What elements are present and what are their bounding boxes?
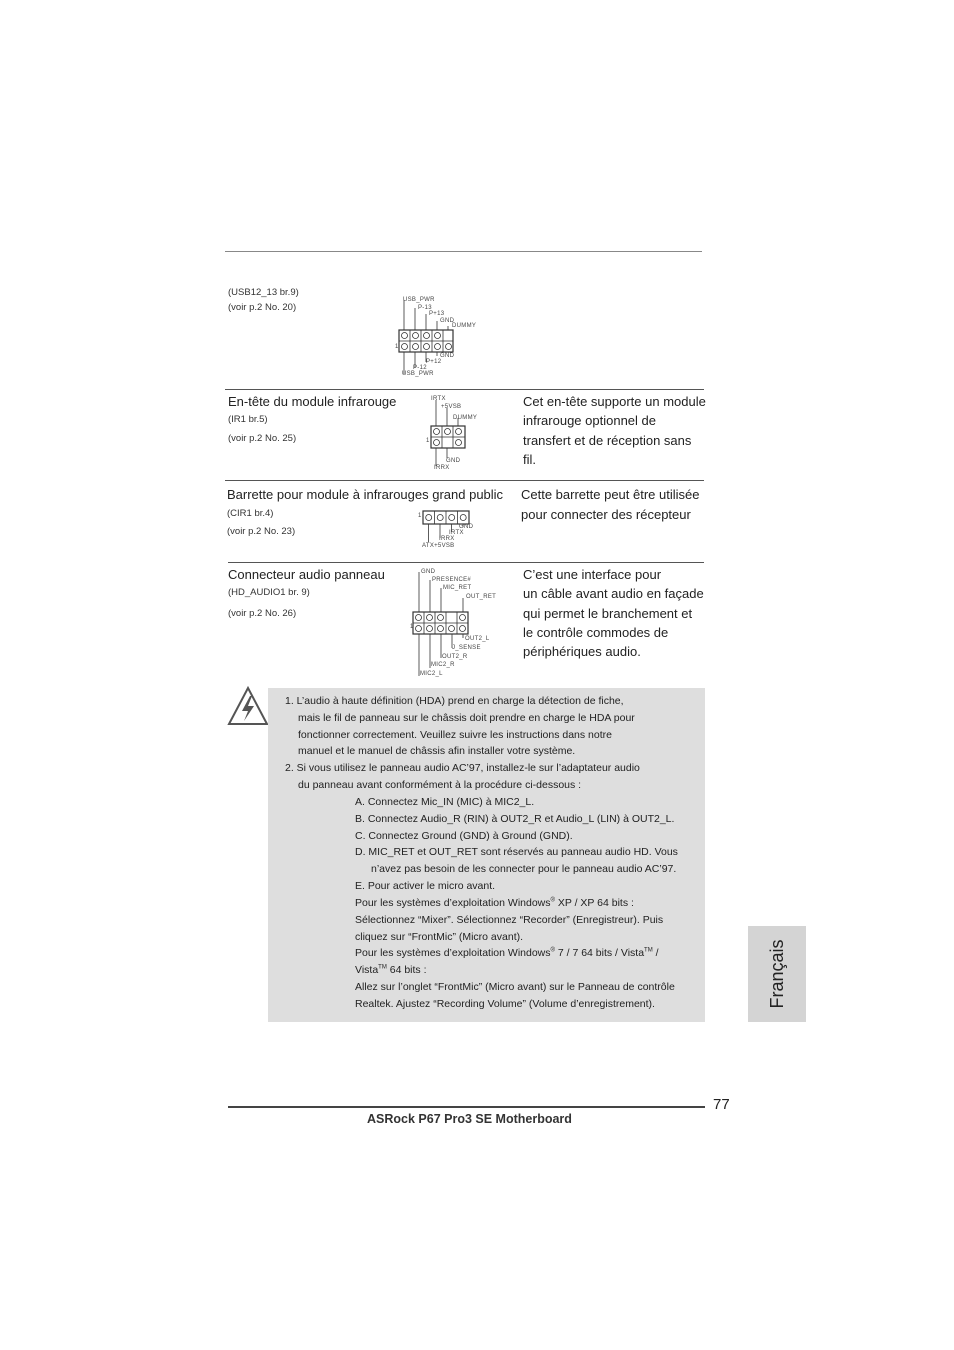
audio-desc-line: périphériques audio.: [523, 644, 641, 660]
audio-pin-label: GND: [421, 569, 436, 575]
audio-see: (voir p.2 No. 26): [228, 608, 297, 619]
usb-pin-label: P+13: [429, 311, 445, 317]
note-line: mais le fil de panneau sur le châssis doit prendre en charge le HDA pour: [298, 712, 635, 724]
ir-ref: (IR1 br.5): [228, 414, 268, 425]
note-xp-line: [355, 897, 634, 909]
usb-pin-label: P-12: [413, 365, 427, 371]
usb-pin-label: USB_PWR: [403, 297, 435, 303]
ir-desc-line: Cet en-tête supporte un module: [523, 394, 706, 409]
note-line: fonctionner correctement. Veuillez suivre les instructions dans notre: [298, 729, 612, 741]
trademark-mark: TM: [378, 964, 387, 971]
note-line: Allez sur l’onglet “FrontMic” (Micro avant) sur le Panneau de contrôle: [355, 981, 675, 993]
audio-desc-line: un câble avant audio en façade: [523, 586, 704, 602]
footer-product: ASRock P67 Pro3 SE Motherboard: [367, 1112, 572, 1126]
language-tab: [748, 926, 806, 1022]
top-divider: [225, 251, 702, 252]
audio-pin-label: OUT2_L: [465, 636, 490, 642]
divider: [225, 480, 704, 481]
audio-ref: (HD_AUDIO1 br. 9): [228, 587, 310, 598]
note-step-d-cont: n’avez pas besoin de les connecter pour le panneau audio AC’97.: [371, 863, 677, 875]
note-line: 2. Si vous utilisez le panneau audio AC’97, installez-le sur l’adaptateur audio: [285, 762, 640, 774]
usb-pin-label: P+12: [426, 359, 442, 365]
note-text: Pour les systèmes d’exploitation Windows: [355, 947, 551, 959]
audio-pin1-label: 1: [410, 624, 414, 630]
footer-rule: [228, 1106, 705, 1108]
warning-lightning-icon: [226, 686, 270, 728]
ir-title: En-tête du module infrarouge: [228, 394, 397, 409]
usb-pin-label: P-13: [418, 305, 432, 311]
note-step-a: A. Connectez Mic_IN (MIC) à MIC2_L.: [355, 796, 535, 808]
ir-pin-label: IRRX: [434, 465, 450, 471]
registered-mark: ®: [550, 897, 555, 904]
note-line: du panneau avant conformément à la procédure ci-dessous :: [298, 779, 582, 791]
note-text: Vista: [355, 964, 379, 976]
audio-description: [523, 565, 704, 661]
note-line: cliquez sur “FrontMic” (Micro avant).: [355, 931, 524, 943]
audio-pin-label: MIC2_L: [420, 671, 443, 677]
audio-desc-line: le contrôle commodes de: [523, 624, 669, 640]
ir-desc-line: infrarouge optionnel de: [523, 413, 656, 429]
cir-ref: (CIR1 br.4): [227, 508, 274, 519]
note-step-b: B. Connectez Audio_R (RIN) à OUT2_R et Audio_L (LIN) à OUT2_L.: [355, 813, 675, 825]
note-line: manuel et le manuel de châssis afin installer votre système.: [298, 745, 576, 757]
usb-ref: (USB12_13 br.9): [228, 287, 299, 298]
note-vista-line: [355, 964, 427, 976]
audio-pin-label: OUT_RET: [466, 594, 497, 600]
note-text: 64 bits :: [386, 964, 427, 976]
usb-pin-label: USB_PWR: [402, 371, 434, 377]
ir-pin-label: IRTX: [431, 396, 446, 402]
language-tab-label: Français: [766, 939, 787, 1009]
trademark-mark: TM: [644, 947, 653, 954]
cir-pin-label: GND: [459, 524, 474, 530]
note-text: 7 / 7 64 bits / Vista: [554, 947, 645, 959]
divider: [228, 562, 704, 563]
ir-description: [523, 392, 706, 469]
ir-pin1-label: 1: [426, 438, 430, 444]
ir-pin-label: DUMMY: [453, 415, 478, 421]
audio-pin-label: PRESENCE#: [432, 577, 472, 583]
page-number: 77: [713, 1096, 730, 1113]
audio-pin-label: OUT2_R: [442, 654, 468, 660]
cir-pin-label: IRRX: [439, 536, 455, 542]
note-line: Realtek. Ajustez “Recording Volume” (Volume d’enregistrement).: [355, 998, 655, 1010]
ir-pin-label: GND: [446, 458, 461, 464]
ir-pin-label: +5VSB: [441, 404, 462, 410]
note-text: XP / XP 64 bits :: [554, 897, 634, 909]
cir-pin-label: IRTX: [449, 530, 464, 536]
note-step-d: D. MIC_RET et OUT_RET sont réservés au panneau audio HD. Vous: [355, 846, 678, 858]
usb-see: (voir p.2 No. 20): [228, 302, 297, 313]
audio-desc-line: C’est une interface pour: [523, 567, 662, 582]
audio-pin-label: J_SENSE: [452, 645, 481, 651]
divider: [225, 389, 704, 390]
ir-desc-line: transfert et de réception sans: [523, 432, 692, 448]
audio-desc-line: qui permet le branchement et: [523, 605, 693, 621]
cir-desc-line: Cette barrette peut être utilisée: [521, 487, 700, 502]
cir-pin1-label: 1: [418, 513, 422, 519]
note-step-e: E. Pour activer le micro avant.: [355, 880, 496, 892]
ir-desc-line: fil.: [523, 451, 536, 467]
usb-pin-label: GND: [440, 353, 455, 359]
note-vista-line: [355, 947, 659, 959]
cir-title: Barrette pour module à infrarouges grand public: [227, 487, 504, 502]
audio-pin-label: MIC_RET: [443, 585, 472, 591]
cir-desc-line: pour connecter des récepteur: [521, 507, 691, 522]
note-text: /: [652, 947, 659, 959]
audio-title: Connecteur audio panneau: [228, 567, 385, 582]
audio-pin-label: MIC2_R: [431, 662, 455, 668]
usb-pin-label: DUMMY: [452, 323, 477, 329]
note-step-c: C. Connectez Ground (GND) à Ground (GND).: [355, 830, 573, 842]
cir-see: (voir p.2 No. 23): [227, 526, 296, 537]
ir-see: (voir p.2 No. 25): [228, 433, 297, 444]
note-line: Sélectionnez “Mixer”. Sélectionnez “Recorder” (Enregistreur). Puis: [355, 914, 664, 926]
cir-description: [521, 485, 700, 525]
usb-pin-label: GND: [440, 318, 455, 324]
cir-pin-label: ATX+5VSB: [422, 543, 455, 549]
note-text: Pour les systèmes d’exploitation Windows: [355, 897, 551, 909]
note-line: 1. L’audio à haute définition (HDA) prend en charge la détection de fiche,: [285, 695, 624, 707]
usb-pin1-label: 1: [395, 344, 399, 350]
registered-mark: ®: [550, 947, 555, 954]
